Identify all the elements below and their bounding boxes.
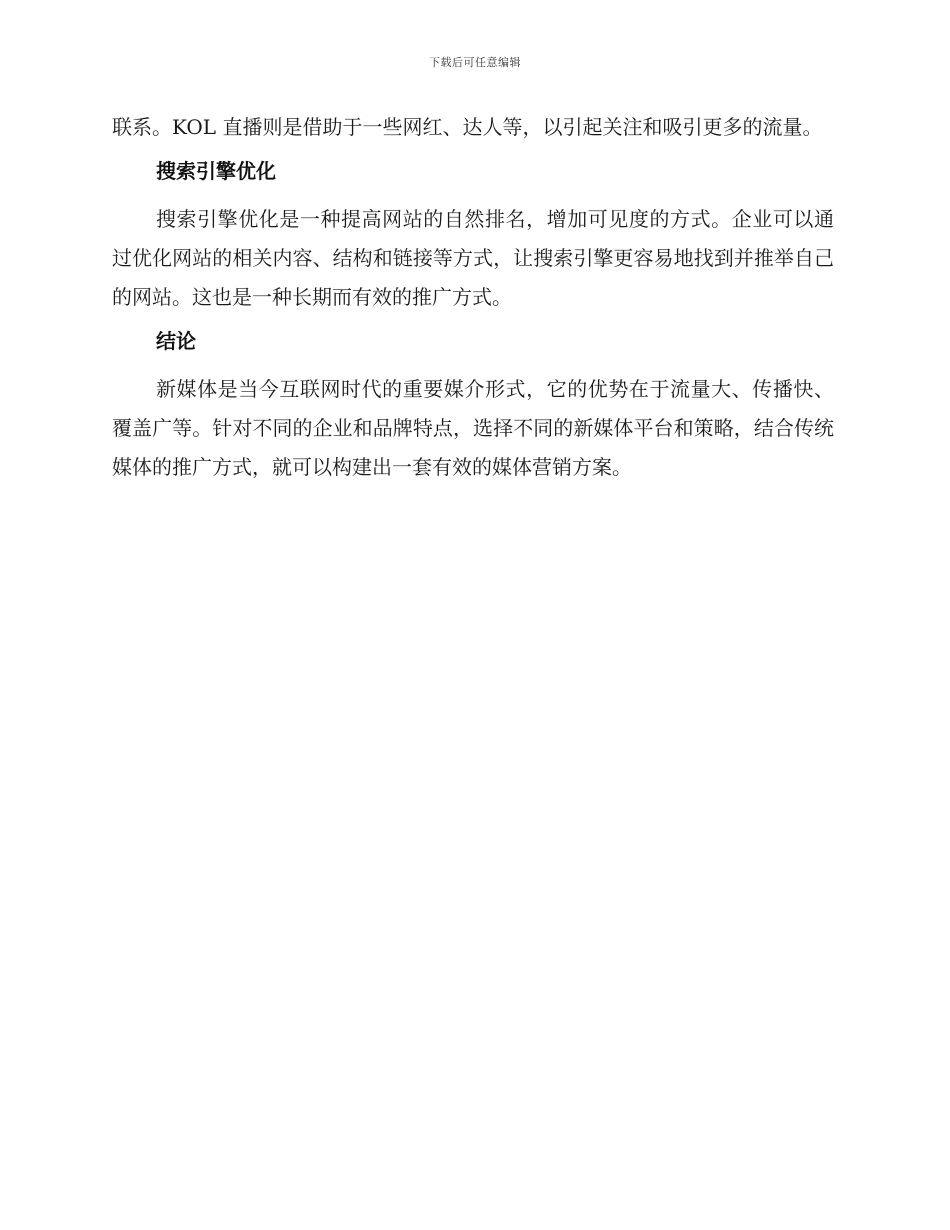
- document-body: [112, 108, 834, 487]
- seo-heading: 搜索引擎优化: [156, 159, 276, 183]
- page-header: 下载后可任意编辑: [429, 56, 521, 69]
- conclusion-heading: 结论: [156, 329, 196, 353]
- seo-paragraph: 搜索引擎优化是一种提高网站的自然排名，增加可见度的方式。企业可以通过优化网站的相关内容、结构和链接等方式，让搜索引擎更容易地找到并推举自己的网站。这也是一种长期而有效的推广方式。: [112, 207, 834, 309]
- intro-paragraph: 联系。KOL 直播则是借助于一些网红、达人等，以引起关注和吸引更多的流量。: [112, 115, 823, 139]
- conclusion-paragraph: 新媒体是当今互联网时代的重要媒介形式，它的优势在于流量大、传播快、覆盖广等。针对不同的企业和品牌特点，选择不同的新媒体平台和策略，结合传统媒体的推广方式，就可以构建出一套有效的媒体营销方案。: [112, 377, 834, 479]
